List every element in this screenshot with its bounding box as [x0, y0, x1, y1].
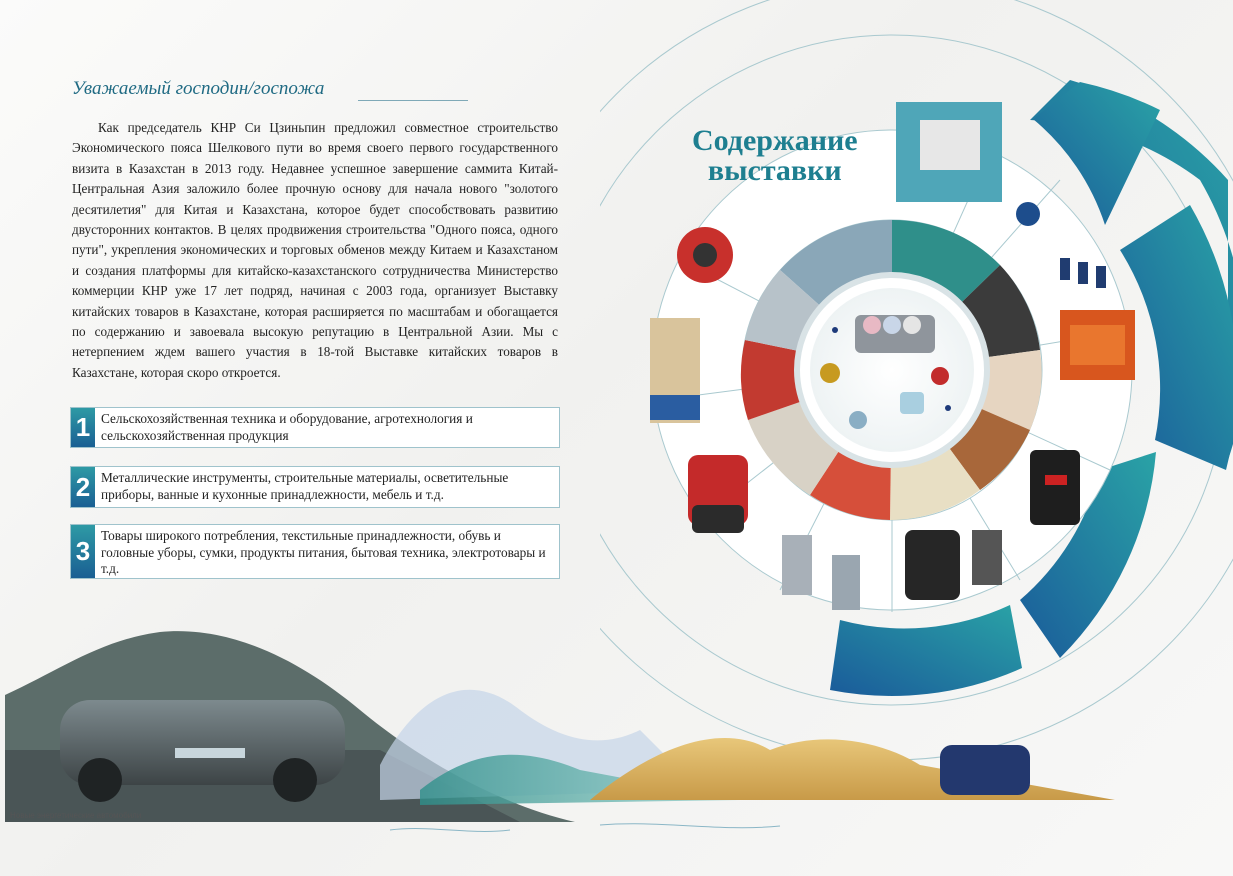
- greeting-underline: [358, 100, 468, 101]
- desert-car-icon: [940, 745, 1030, 795]
- photo-caption: Новые энергетические автомобили: [10, 811, 142, 820]
- contents-title-line2: выставки: [707, 154, 842, 187]
- category-number-3: 3: [71, 525, 95, 578]
- contents-title-line1: Содержание: [692, 124, 858, 157]
- bottom-scene: [0, 600, 1233, 876]
- category-text-2: Металлические инструменты, строительные материалы, осветительные приборы, ванные и кухонные принадлежности, мебель и т.д.: [101, 470, 509, 502]
- intro-paragraph: Как председатель КНР Си Цзиньпин предложил совместное строительство Экономического пояса Шелкового пути во время своего первого государственного визита в Казахстан в 2013 году. Недавнее успешное завершение саммита Китай-Центральная Азия заложило более прочную основу для начала нового "золотого десятилетия" для Китая и Казахстана, которое будет способствовать развитию двусторонних контактов. В целях продвижения строительства "Одного пояса, одного пути", укрепления экономических и торговых обменов между Китаем и Казахстаном и создания платформы для китайско-казахстанского сотрудничества Министерство коммерции КНР уже 17 лет подряд, начиная с 2003 года, организует Выставку китайских товаров в Казахстане, которая расширяется по масштабам и обогащается по содержанию и завоевала высокую репутацию в Центральной Азии. Мы с нетерпением ждем вашего участия в 18-той Выставке китайских товаров в Казахстане, которая скоро откроется.: [72, 120, 558, 380]
- category-text-3: Товары широкого потребления, текстильные принадлежности, обувь и головные уборы, сумки, продукты питания, бытовая техника, электротовары и т.д.: [101, 528, 546, 576]
- category-text-1: Сельскохозяйственная техника и оборудование, агротехнология и сельскохозяйственная продукция: [101, 411, 473, 443]
- category-box-2: [70, 466, 560, 508]
- contents-title: [692, 126, 858, 186]
- greeting-heading: Уважаемый господин/госпожа: [72, 78, 325, 99]
- category-box-1: [70, 407, 560, 448]
- category-number-1: 1: [71, 408, 95, 447]
- category-box-3: [70, 524, 560, 579]
- category-number-2: 2: [71, 467, 95, 507]
